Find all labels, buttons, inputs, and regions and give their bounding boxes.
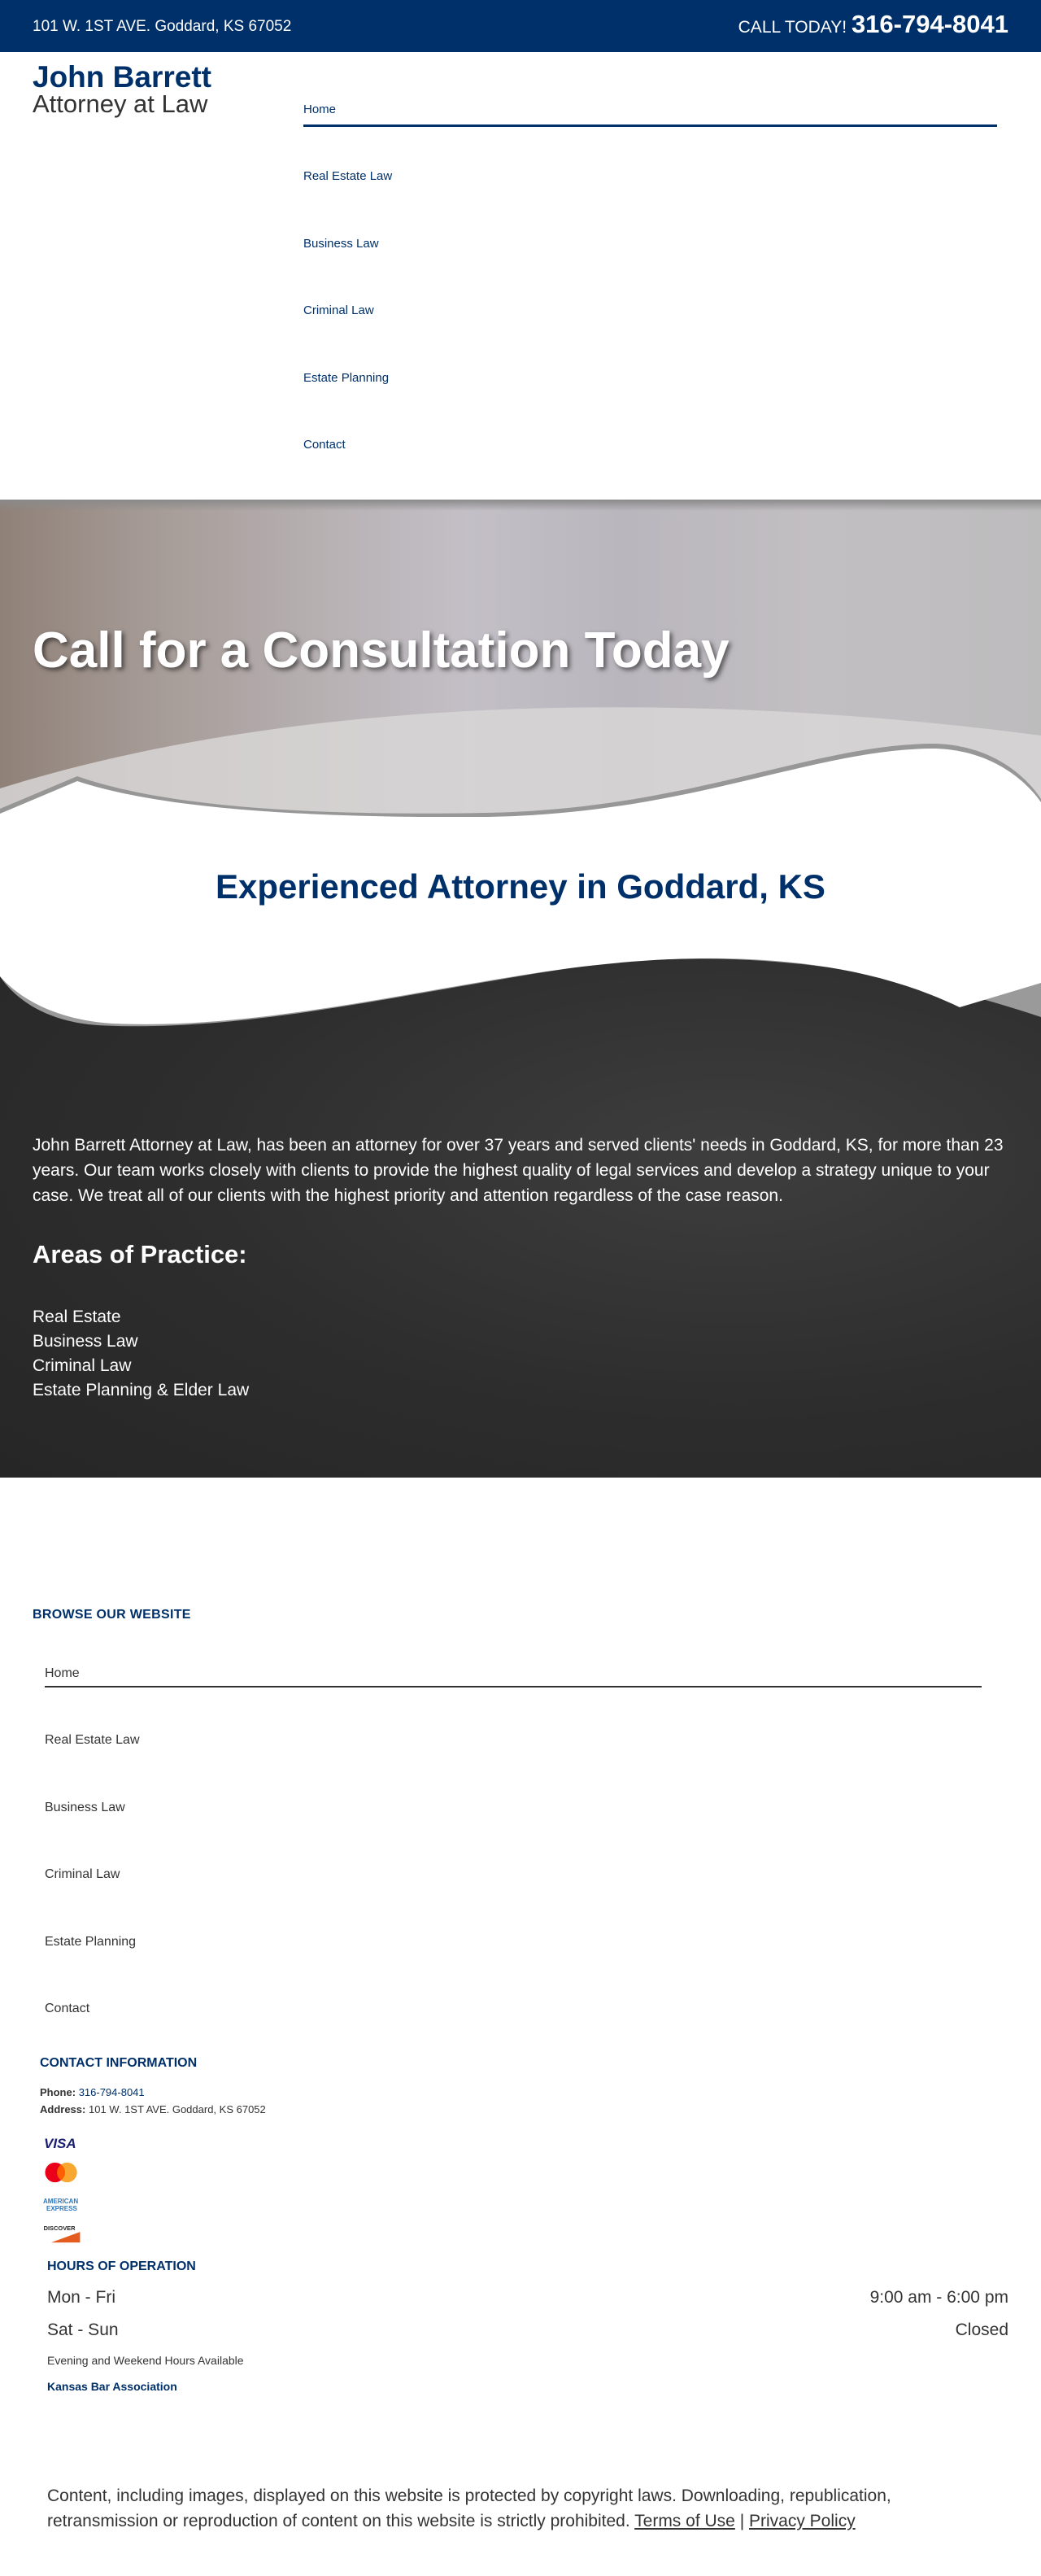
practice-item: Estate Planning & Elder Law [33,1381,250,1399]
discover-text: DISCOVER [43,2225,76,2233]
top-bar [0,0,1041,52]
nav-item-estate-planning[interactable]: Estate Planning [303,371,390,385]
nav-item-real-estate-law[interactable]: Real Estate Law [303,169,393,183]
brand-name[interactable]: John Barrett [33,60,211,94]
practice-item: Business Law [33,1332,138,1351]
hours-days: Sat - Sun [47,2321,119,2339]
visa-card-icon [42,2132,81,2155]
footer-nav-business-law[interactable]: Business Law [45,1801,125,1814]
amex-text-1: AMERICAN [43,2198,79,2205]
kansas-bar-association-link[interactable]: Kansas Bar Association [47,2380,177,2393]
hero-wave-divider [0,500,1041,817]
hero-banner [0,500,1041,817]
footer-address: 101 W. 1ST AVE. Goddard, KS 67052 [88,2103,266,2115]
footer-nav-criminal-law[interactable]: Criminal Law [45,1867,120,1881]
link-separator: | [739,2512,745,2530]
footer-nav-real-estate-law[interactable]: Real Estate Law [45,1733,140,1747]
hours-time: Closed [955,2321,1008,2339]
visa-text: VISA [44,2136,76,2151]
amex-text-2: EXPRESS [46,2205,77,2212]
phone-label: Phone: [40,2086,76,2098]
about-section [0,944,1041,1478]
contact-address-line [40,2103,266,2115]
call-label: CALL TODAY! [738,18,847,37]
contact-info-title: CONTACT INFORMATION [40,2056,198,2070]
hero-title: Call for a Consultation Today [33,622,730,679]
top-address: 101 W. 1ST AVE. Goddard, KS 67052 [33,18,292,35]
hours-days: Mon - Fri [47,2288,115,2307]
footer-nav-contact[interactable]: Contact [45,2002,90,2015]
brand-subtitle: Attorney at Law [33,90,208,118]
practice-item: Criminal Law [33,1356,132,1375]
practice-item: Real Estate [33,1308,121,1326]
nav-item-home[interactable]: Home [303,94,997,127]
areas-of-practice-title: Areas of Practice: [33,1240,247,1268]
discover-card-icon [42,2221,81,2244]
nav-item-business-law[interactable]: Business Law [303,237,379,251]
address-label: Address: [40,2103,86,2115]
american-express-icon [42,2194,81,2216]
footer-nav-home[interactable]: Home [45,1660,982,1687]
terms-of-use-link[interactable]: Terms of Use [634,2512,735,2530]
contact-phone-line [40,2086,145,2098]
hours-time: 9:00 am - 6:00 pm [869,2288,1008,2307]
areas-of-practice-list [33,1305,249,1403]
mastercard-icon [42,2161,81,2184]
footer-browse-title: BROWSE OUR WEBSITE [33,1608,191,1622]
top-call[interactable] [738,10,1008,39]
about-wave-divider [0,944,1041,1058]
footer-nav-estate-planning[interactable]: Estate Planning [45,1935,137,1949]
privacy-policy-link[interactable]: Privacy Policy [749,2512,856,2530]
hours-title: HOURS OF OPERATION [47,2259,196,2273]
intro-title: Experienced Attorney in Goddard, KS [216,867,825,906]
footer-phone-link[interactable]: 316-794-8041 [78,2086,145,2098]
copyright-notice [47,2483,1007,2534]
hours-note: Evening and Weekend Hours Available [47,2354,244,2367]
nav-item-contact[interactable]: Contact [303,438,346,452]
top-phone-link[interactable]: 316-794-8041 [851,10,1008,38]
about-paragraph: John Barrett Attorney at Law, has been an attorney for over 37 years and served clients' needs in Goddard, KS, for more than 23 years. Our team works closely with clients to provide the highest quality of legal services and develop a strategy unique to your case. We treat all of our clients with the highest priority and attention regardless of the case reason. [33,1136,1004,1205]
copyright-text: Content, including images, displayed on this website is protected by copyright laws. Downloading, republication, retransmission or reproduction of content on this website is strictly prohibited. [47,2486,891,2530]
nav-item-criminal-law[interactable]: Criminal Law [303,303,374,317]
